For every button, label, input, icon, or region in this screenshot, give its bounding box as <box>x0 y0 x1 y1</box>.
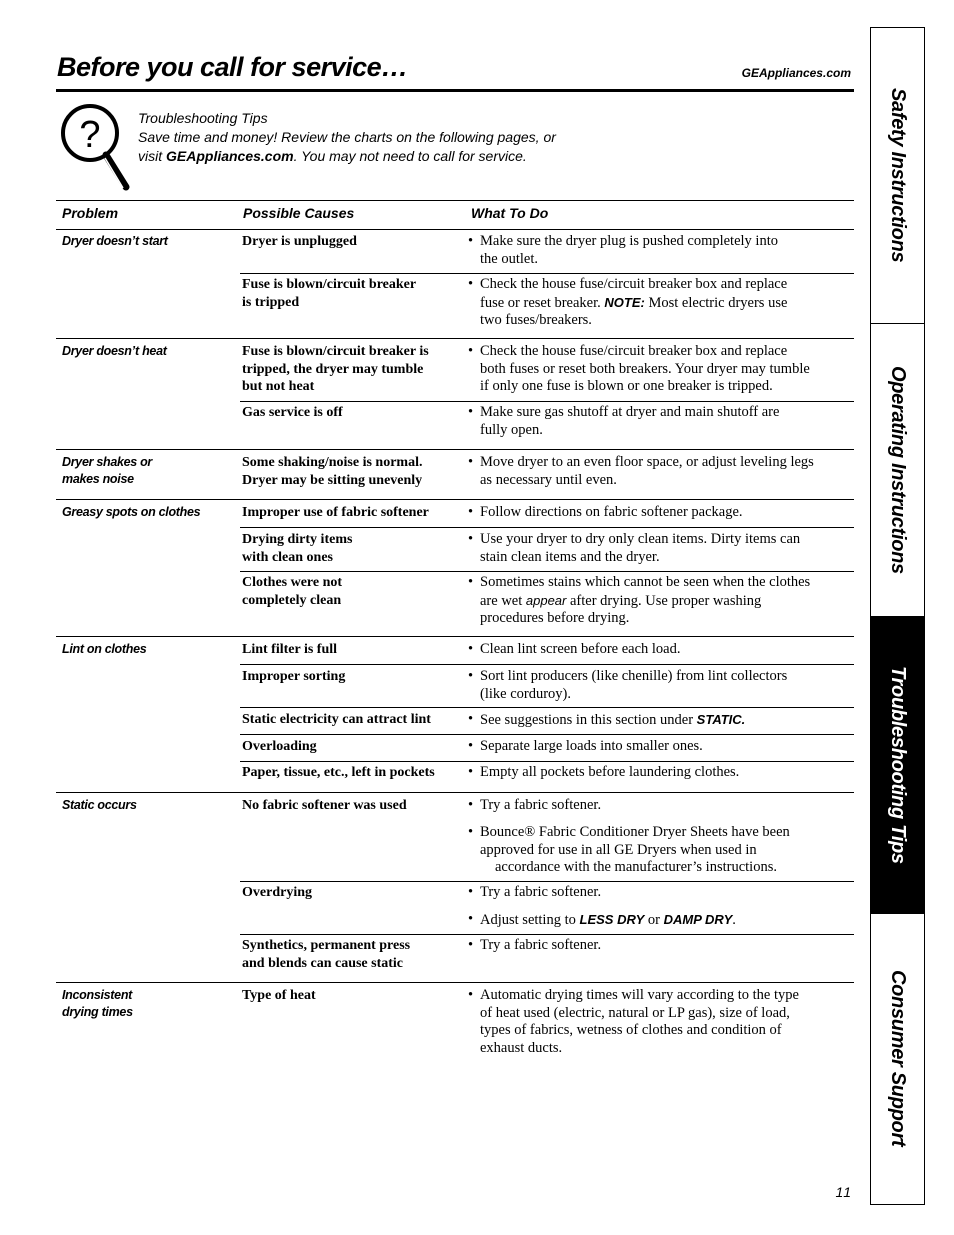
todo-item: • Adjust setting to LESS DRY or DAMP DRY. <box>468 911 852 930</box>
row-divider <box>240 527 854 528</box>
cause-label: Some shaking/noise is normal. Dryer may be sitting unevenly <box>242 455 423 488</box>
tips-line-2: visit GEAppliances.com. You may not need to call for service. <box>138 148 527 164</box>
todo-item: • Try a fabric softener. <box>468 797 852 815</box>
row-divider <box>240 734 854 735</box>
column-header-todo: What To Do <box>471 205 549 221</box>
cause-label: Fuse is blown/circuit breaker is tripped, the dryer may tumble but not heat <box>242 344 429 394</box>
todo-item: • Separate large loads into smaller ones. <box>468 738 852 756</box>
section-divider <box>56 338 854 339</box>
todo-item: • Empty all pockets before laundering clothes. <box>468 764 852 782</box>
section-divider <box>56 499 854 500</box>
cause-label: Overdrying <box>242 885 312 900</box>
note-label: NOTE: <box>604 294 645 310</box>
row-divider <box>240 881 854 882</box>
row-divider <box>240 761 854 762</box>
cause-label: Improper sorting <box>242 669 346 684</box>
header-rule <box>56 229 854 230</box>
todo-item: • Sort lint producers (like chenille) from lint collectors (like corduroy). <box>468 668 852 703</box>
problem-label: Inconsistent drying times <box>62 988 133 1019</box>
cause-label: Static electricity can attract lint <box>242 712 431 727</box>
column-header-causes: Possible Causes <box>243 205 355 221</box>
section-divider <box>56 449 854 450</box>
cause-label: Dryer is unplugged <box>242 234 357 249</box>
todo-item: • Check the house fuse/circuit breaker box and replace fuse or reset breaker. NOTE: Most electric dryers use two fuses/breakers. <box>468 276 852 330</box>
todo-item: • Bounce® Fabric Conditioner Dryer Sheets have been approved for use in all GE Dryers when used in accordance with the manufacturer’s instructions. <box>468 824 852 877</box>
section-tabs <box>870 27 925 1205</box>
row-divider <box>240 664 854 665</box>
row-divider <box>240 934 854 935</box>
cause-label: Clothes were not completely clean <box>242 575 343 608</box>
cause-label: Paper, tissue, etc., left in pockets <box>242 765 435 780</box>
problem-label: Greasy spots on clothes <box>62 505 201 519</box>
todo-item: • Sometimes stains which cannot be seen when the clothes are wet appear after drying. Use proper washing procedures before drying. <box>468 574 852 628</box>
tab-consumer-support[interactable] <box>871 913 924 1203</box>
cause-label: Type of heat <box>242 988 316 1003</box>
problem-label: Static occurs <box>62 798 137 812</box>
appear-emphasis: appear <box>525 592 567 608</box>
column-header-problem: Problem <box>62 205 119 221</box>
cause-label: Drying dirty items with clean ones <box>242 532 353 565</box>
todo-item: • Make sure the dryer plug is pushed completely into the outlet. <box>468 233 852 268</box>
cause-label: Fuse is blown/circuit breaker is tripped <box>242 277 417 310</box>
tab-troubleshooting-tips[interactable] <box>871 616 924 913</box>
tab-operating-instructions[interactable] <box>871 323 924 616</box>
tab-label: Safety Instructions <box>887 88 909 263</box>
todo-item: • Move dryer to an even floor space, or adjust leveling legs as necessary until even. <box>468 454 852 489</box>
tab-label: Operating Instructions <box>887 366 909 574</box>
static-reference: STATIC. <box>696 712 746 727</box>
todo-item: • See suggestions in this section under STATIC. <box>468 711 852 730</box>
todo-item: • Clean lint screen before each load. <box>468 641 852 659</box>
cause-label: Synthetics, permanent press and blends can cause static <box>242 938 411 971</box>
cause-label: Improper use of fabric softener <box>242 505 429 520</box>
todo-item: • Automatic drying times will vary according to the type of heat used (electric, natural or LP gas), size of load, types of fabrics, wetness of clothes and condition of exhaust ducts. <box>468 987 852 1057</box>
todo-item: • Try a fabric softener. <box>468 884 852 902</box>
tips-line-1: Save time and money! Review the charts on the following pages, or <box>138 129 556 145</box>
section-divider <box>56 636 854 637</box>
section-divider <box>56 982 854 983</box>
tips-heading: Troubleshooting Tips <box>138 110 268 126</box>
problem-label: Dryer doesn’t heat <box>62 344 167 358</box>
damp-dry-setting: DAMP DRY <box>663 912 733 927</box>
problem-label: Lint on clothes <box>62 642 147 656</box>
todo-item: • Check the house fuse/circuit breaker box and replace both fuses or reset both breakers. Your dryer may tumble if only one fuse is blown or one breaker is tripped. <box>468 343 852 396</box>
question-magnifier-icon <box>56 103 132 191</box>
problem-label: Dryer shakes or makes noise <box>62 455 153 486</box>
table-top-rule <box>56 200 854 201</box>
cause-label: No fabric softener was used <box>242 798 407 813</box>
less-dry-setting: LESS DRY <box>579 912 645 927</box>
ge-appliances-link[interactable]: GEAppliances.com <box>166 148 294 164</box>
tab-safety-instructions[interactable] <box>871 28 924 323</box>
todo-item: • Use your dryer to dry only clean items. Dirty items can stain clean items and the dryer. <box>468 531 852 566</box>
tab-label: Troubleshooting Tips <box>887 666 909 864</box>
page-number: 11 <box>835 1184 852 1200</box>
site-url[interactable]: GEAppliances.com <box>741 66 851 80</box>
svg-text:?: ? <box>79 114 101 156</box>
todo-item: • Follow directions on fabric softener package. <box>468 504 852 522</box>
problem-label: Dryer doesn’t start <box>62 234 168 248</box>
row-divider <box>240 273 854 274</box>
cause-label: Lint filter is full <box>242 642 338 657</box>
troubleshooting-tips-intro <box>138 109 658 166</box>
row-divider <box>240 571 854 572</box>
tab-label: Consumer Support <box>887 970 909 1147</box>
todo-item: • Try a fabric softener. <box>468 937 852 955</box>
cause-label: Overloading <box>242 739 317 754</box>
title-rule <box>56 89 854 92</box>
page-title: Before you call for service… <box>57 52 408 82</box>
row-divider <box>240 707 854 708</box>
cause-label: Gas service is off <box>242 405 343 420</box>
row-divider <box>240 401 854 402</box>
section-divider <box>56 792 854 793</box>
todo-item: • Make sure gas shutoff at dryer and main shutoff are fully open. <box>468 404 852 439</box>
